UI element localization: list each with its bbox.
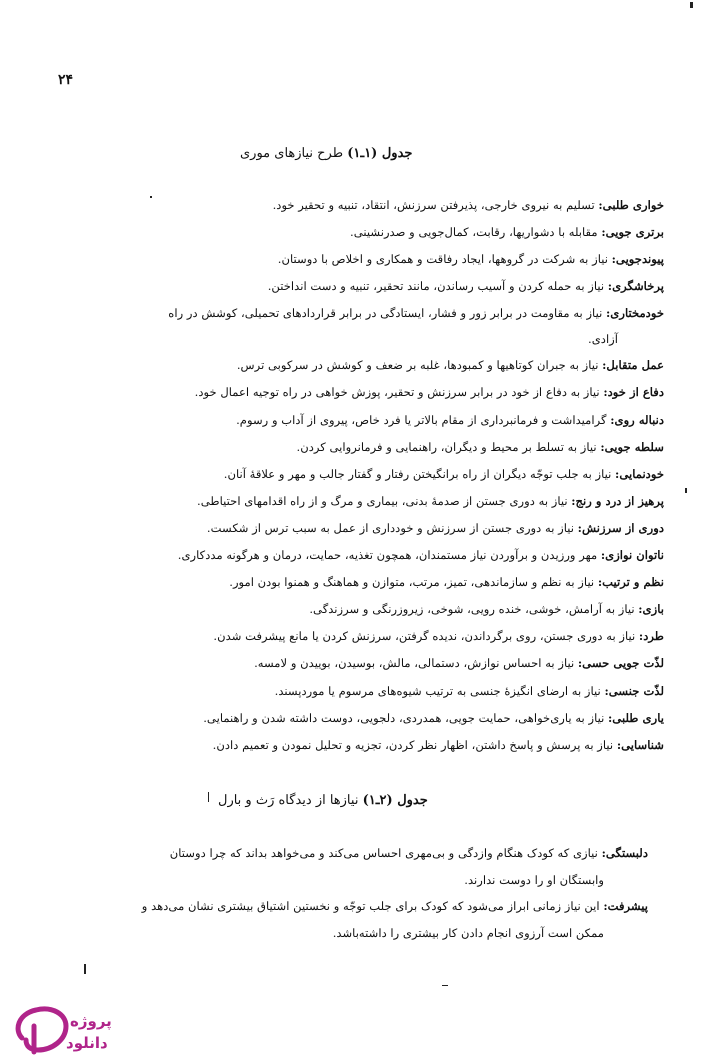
entry-term: خواری طلبی: — [598, 198, 664, 212]
scan-speck — [690, 2, 693, 8]
entry-row — [64, 678, 664, 705]
entry-row — [64, 705, 664, 732]
entry-row — [48, 840, 648, 893]
page-number: ۲۴ — [58, 72, 74, 88]
entry-description: مهر ورزیدن و برآوردن نیاز مستمندان، همچون تغذیه، حمایت، درمان و هرگونه مددکاری. — [177, 548, 598, 563]
watermark-logo — [8, 1000, 118, 1060]
entry-term: سلطه جویی: — [600, 439, 664, 454]
table1-title — [240, 146, 412, 161]
entry-description: نیاز به دوری جستن از سرزنش و خودداری از عمل به سبب ترس از شکست. — [206, 520, 574, 535]
entry-row — [64, 246, 664, 273]
entry-description: نیاز به یاری‌خواهی، حمایت جویی، همدردی، دلجویی، دوست داشته شدن و راهنمایی. — [203, 710, 605, 725]
entry-description: نیازی که کودک هنگام وازدگی و بی‌مهری احساس می‌کند و می‌خواهد بداند که چرا دوستان — [169, 846, 598, 860]
entry-term: طرد: — [638, 629, 664, 644]
entry-term: خودمختاری: — [606, 306, 664, 321]
table2-label: جدول (۲ـ۱) — [362, 793, 428, 808]
entry-row — [64, 300, 664, 352]
entry-row — [64, 352, 664, 379]
entry-description: نیاز به پرسش و پاسخ داشتن، اظهار نظر کردن، تجزیه و تحلیل نمودن و تعمیم دادن. — [212, 737, 614, 752]
scan-speck — [685, 488, 687, 493]
entry-continuation: ممکن است آرزوی انجام دادن کار بیشتری را داشته‌باشد. — [332, 925, 604, 940]
entry-row — [64, 732, 664, 759]
entry-row — [64, 569, 664, 596]
entry-description: نیاز به تسلط بر محیط و دیگران، راهنمایی و فرمانروایی کردن. — [296, 439, 597, 454]
entry-term: پیوندجویی: — [611, 252, 664, 267]
entry-row — [64, 596, 664, 623]
entry-term: پرهیز از درد و رنج: — [571, 493, 664, 508]
entry-term: پیشرفت: — [603, 899, 648, 913]
entry-term: عمل متقابل: — [602, 358, 664, 373]
scan-speck — [208, 792, 209, 802]
entry-row — [64, 434, 664, 461]
entry-term: لذّت جنسی: — [604, 683, 664, 698]
entry-row — [64, 379, 664, 406]
entry-term: بازی: — [638, 602, 664, 617]
entry-row — [64, 623, 664, 650]
entry-term: دلبستگی: — [601, 846, 648, 860]
entry-term: یاری طلبی: — [608, 710, 664, 725]
scan-speck — [150, 196, 152, 198]
entry-term: پرخاشگری: — [607, 279, 664, 294]
entry-row — [64, 461, 664, 488]
entry-term: برتری جویی: — [601, 225, 664, 240]
entry-term: دنباله روی: — [610, 412, 664, 427]
scan-speck — [84, 964, 86, 974]
scan-speck — [442, 985, 448, 986]
entry-description: نیاز به جبران کوتاهیها و کمبودها، غلبه بر ضعف و کوشش در سرکوبی ترس. — [236, 358, 599, 373]
entry-description: نیاز به احساس نوازش، دستمالی، مالش، بوسیدن، بوییدن و لامسه. — [254, 656, 575, 671]
entry-description: نیاز به جلب توجّه دیگران از راه برانگیختن رفتار و گفتار جالب و مهر و علاقهٔ آنان. — [223, 466, 612, 481]
entry-term: دوری از سرزنش: — [577, 520, 664, 535]
table1-caption: طرح نیازهای موری — [240, 146, 344, 161]
entry-row — [64, 219, 664, 246]
entry-description: نیاز به نظم و سازماندهی، تمیز، مرتب، متوازن و هماهنگ و همنوا بودن امور. — [229, 575, 595, 590]
entry-term: نظم و ترتیب: — [597, 575, 664, 590]
entry-row — [64, 488, 664, 515]
entry-description: مقابله با دشواریها، رقابت، کمال‌جویی و صدرنشینی. — [350, 225, 598, 240]
entry-description: نیاز به دوری جستن، روی برگرداندن، ندیده گرفتن، سرزنش کردن یا مانع پیشرفت شدن. — [213, 629, 636, 644]
entry-term: لذّت جویی حسی: — [577, 656, 664, 671]
entry-description: تسلیم به نیروی خارجی، پذیرفتن سرزنش، انتقاد، تنبیه و تحقیر خود. — [272, 198, 595, 212]
entry-description: گرامیداشت و فرمانبرداری از مقام بالاتر یا فرد خاص، پیروی از آداب و رسوم. — [236, 412, 607, 427]
entry-row — [64, 273, 664, 300]
table2-entries — [48, 840, 648, 946]
entry-description: این نیاز زمانی ابراز می‌شود که کودک برای جلب توجّه و نخستین اشتیاق بیشتری نشان می‌دهد و — [141, 899, 600, 913]
entry-description: نیاز به دوری جستن از صدمهٔ بدنی، بیماری و مرگ و از راه اقدامهای احتیاطی. — [197, 493, 568, 508]
entry-description: نیاز به آرامش، خوشی، خنده رویی، شوخی، زیروزرنگی و سرزندگی. — [309, 602, 635, 617]
table2-title — [218, 793, 428, 808]
entry-term: ناتوان نوازی: — [600, 548, 664, 563]
entry-term: دفاع از خود: — [603, 385, 664, 400]
entry-row — [64, 515, 664, 542]
logo-text-line1: پروژه — [70, 1012, 112, 1030]
entry-row — [64, 650, 664, 677]
entry-description: نیاز به ارضای انگیزهٔ جنسی به ترتیب شیوه‌های مرسوم یا موردپسند. — [274, 683, 601, 698]
entry-term: شناسایی: — [616, 737, 664, 752]
table1-entries — [64, 192, 664, 759]
entry-description: نیاز به شرکت در گروهها، ایجاد رفاقت و همکاری و اخلاص با دوستان. — [277, 252, 608, 267]
entry-continuation: آزادی. — [588, 332, 618, 347]
entry-row — [64, 542, 664, 569]
table2-caption: نیازها از دیدگاه رَث و بارل — [218, 793, 359, 808]
entry-term: خودنمایی: — [615, 466, 664, 481]
entry-continuation: وابستگان او را دوست ندارند. — [464, 872, 604, 887]
entry-description: نیاز به حمله کردن و آسیب رساندن، مانند تحقیر، تنبیه و دست انداختن. — [267, 279, 605, 294]
entry-description: نیاز به دفاع از خود در برابر سرزنش و تحقیر، پوزش خواهی در راه توجیه اعمال خود. — [194, 385, 600, 400]
entry-row — [64, 192, 664, 219]
table1-label: جدول (۱ـ۱) — [347, 146, 413, 161]
entry-description: نیاز به مقاومت در برابر زور و فشار، ایستادگی در برابر قراردادهای تحمیلی، کوشش در راه — [168, 306, 603, 321]
logo-swoosh — [18, 1009, 66, 1050]
logo-text-line2: دانلود — [66, 1034, 108, 1052]
entry-row — [64, 407, 664, 434]
entry-row — [48, 893, 648, 946]
